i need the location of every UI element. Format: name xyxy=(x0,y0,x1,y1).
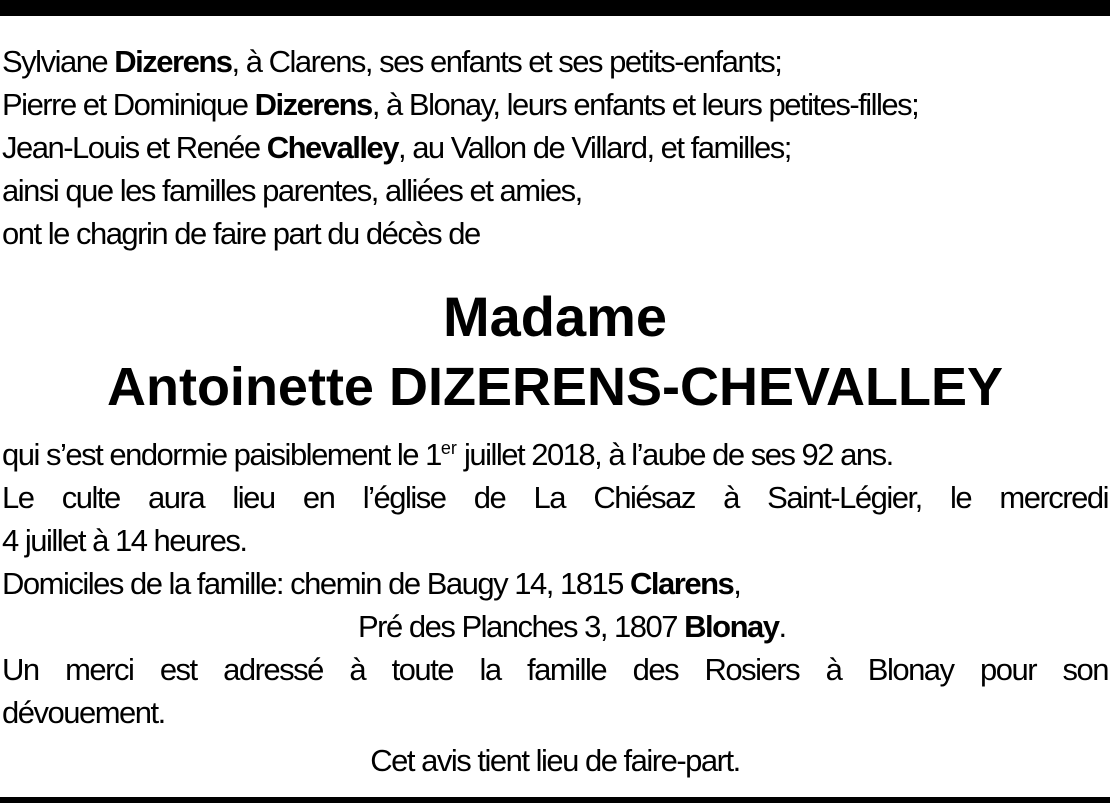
family-line-2 xyxy=(2,83,1108,126)
family-text: Jean-Louis et Renée xyxy=(2,130,267,165)
family-text: Pierre et Dominique xyxy=(2,87,255,122)
death-text: juillet 2018, à l’aube de ses 92 ans. xyxy=(456,437,893,472)
service-line-2: 4 juillet à 14 heures. xyxy=(2,523,247,558)
deceased-title: Madame xyxy=(442,285,668,348)
domicile-town: Clarens xyxy=(630,566,734,601)
family-text: , au Vallon de Villard, et familles; xyxy=(397,130,791,165)
bottom-border-rule xyxy=(0,797,1110,803)
family-text: , à Clarens, ses enfants et ses petits-enfants; xyxy=(231,44,782,79)
announcement-line: ont le chagrin de faire part du décès de xyxy=(2,216,480,251)
deceased-name-block xyxy=(0,282,1110,422)
domicile-line-1 xyxy=(2,562,1108,605)
family-text: , à Blonay, leurs enfants et leurs petites-filles; xyxy=(371,87,919,122)
announcement-intro xyxy=(2,40,1108,255)
death-date-line xyxy=(2,433,1108,476)
deceased-name: Antoinette DIZERENS-CHEVALLEY xyxy=(106,357,1003,417)
domicile-text: Domiciles de la famille: chemin de Baugy 14, 1815 xyxy=(2,566,631,601)
announcement-body xyxy=(2,433,1108,782)
domicile-line-2 xyxy=(2,605,1108,648)
family-text: Sylviane xyxy=(2,44,115,79)
family-surname: Dizerens xyxy=(114,44,232,79)
relatives-line: ainsi que les familles parentes, alliées et amies, xyxy=(2,173,582,208)
domicile-town: Blonay xyxy=(684,609,779,644)
thanks-line-2: dévouement. xyxy=(2,695,165,730)
service-line-1: Le culte aura lieu en l’église de La Chiésaz à Saint-Légier, le mercredi xyxy=(2,480,1108,515)
top-border-rule xyxy=(0,0,1110,16)
closing-note: Cet avis tient lieu de faire-part. xyxy=(370,743,740,778)
domicile-text: , xyxy=(733,566,741,601)
family-line-3 xyxy=(2,126,1108,169)
domicile-text: Pré des Planches 3, 1807 xyxy=(358,609,685,644)
death-text: qui s’est endormie paisiblement le 1 xyxy=(2,437,441,472)
domicile-text: . xyxy=(778,609,786,644)
family-surname: Dizerens xyxy=(254,87,372,122)
thanks-line-1: Un merci est adressé à toute la famille des Rosiers à Blonay pour son xyxy=(2,652,1108,687)
family-surname: Chevalley xyxy=(266,130,398,165)
family-line-1 xyxy=(2,40,1108,83)
ordinal-suffix: er xyxy=(440,438,457,458)
